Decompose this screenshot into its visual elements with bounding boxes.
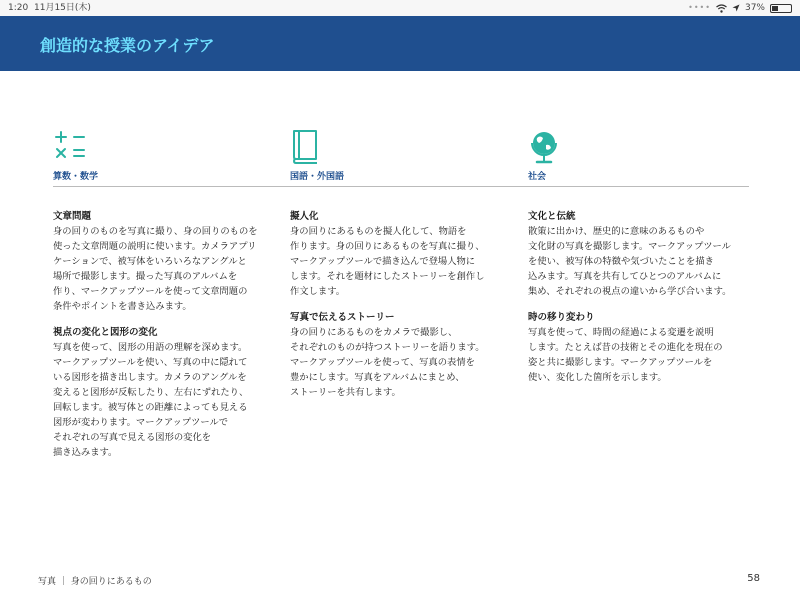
book-icon xyxy=(290,128,324,164)
section-heading: 擬人化 xyxy=(290,211,319,222)
battery-icon xyxy=(770,4,792,13)
location-arrow-icon xyxy=(732,4,740,12)
category-divider xyxy=(53,186,749,187)
status-date: 11月15日(木) xyxy=(34,3,91,13)
globe-icon xyxy=(528,128,562,166)
column-social xyxy=(528,128,743,395)
section-heading: 文化と伝統 xyxy=(528,211,576,222)
category-label: 国語・外国語 xyxy=(290,172,345,182)
section-text: 写真を使って、時間の経過による変遷を説明 します。たとえば昔の技術とその進化を現在の 姿と共に撮影します。マークアップツールを 使い、変化した箇所を示します。 xyxy=(528,327,723,383)
page-number: 58 xyxy=(747,573,760,584)
section-text: 写真を使って、図形の用語の理解を深めます。 マークアップツールを使い、写真の中に隠れて いる図形を描き出します。カメラのアングルを 変えると図形が反転したり、左右にずれたり、 回転します。被写体との距離によっても見える 図形が変わります。マークアップツールで それぞれの写真で見える図形の変化を 描き込みます。 xyxy=(53,342,249,458)
section-heading: 視点の変化と図形の変化 xyxy=(53,327,158,338)
wifi-icon xyxy=(716,4,727,13)
status-bar xyxy=(0,0,800,16)
battery-percent: 37% xyxy=(744,3,765,13)
section-heading: 時の移り変わり xyxy=(528,312,595,323)
status-time: 1:20 xyxy=(8,3,29,13)
section-text: 散策に出かけ、歴史的に意味のあるものや 文化財の写真を撮影します。マークアップツール を使い、被写体の特徴や気づいたことを描き 込みます。写真を共有してひとつのアルバムに 集め、それぞれの視点の違いから学び合います。 xyxy=(528,226,732,297)
math-symbols-icon xyxy=(53,128,87,162)
category-label: 算数・数学 xyxy=(53,172,99,182)
section-text: 身の回りのものを写真に撮り、身の回りのものを 使った文章問題の説明に使います。カメラアプリ ケーションで、被写体をいろいろなアングルと 場所で撮影します。撮った写真のアルバムを 作り、マークアップツールを使って文章問題の 条件やポイントを書き込みます。 xyxy=(53,226,258,312)
section-text: 身の回りにあるものを擬人化して、物語を 作ります。身の回りにあるものを写真に撮り、 マークアップツールで描き込んで登場人物に します。それを題材にしたストーリーを創作し 作文します。 xyxy=(290,226,485,297)
status-right xyxy=(688,0,792,16)
footer-text: 写真 ｜ 身の回りにあるもの xyxy=(38,577,152,587)
section-heading: 文章問題 xyxy=(53,211,92,222)
category-label: 社会 xyxy=(528,172,547,182)
section-heading: 写真で伝えるストーリー xyxy=(290,312,395,323)
page-title: 創造的な授業のアイデア xyxy=(40,36,215,55)
column-language xyxy=(290,128,505,410)
page-header xyxy=(0,16,800,71)
section-text: 身の回りにあるものをカメラで撮影し、 それぞれのものが持つストーリーを語ります。 マークアップツールを使って、写真の表情を 豊かにします。写真をアルバムにまとめ、 ストーリーを共有します。 xyxy=(290,327,485,398)
signal-dots: •••• xyxy=(688,3,711,12)
column-math xyxy=(53,128,268,470)
